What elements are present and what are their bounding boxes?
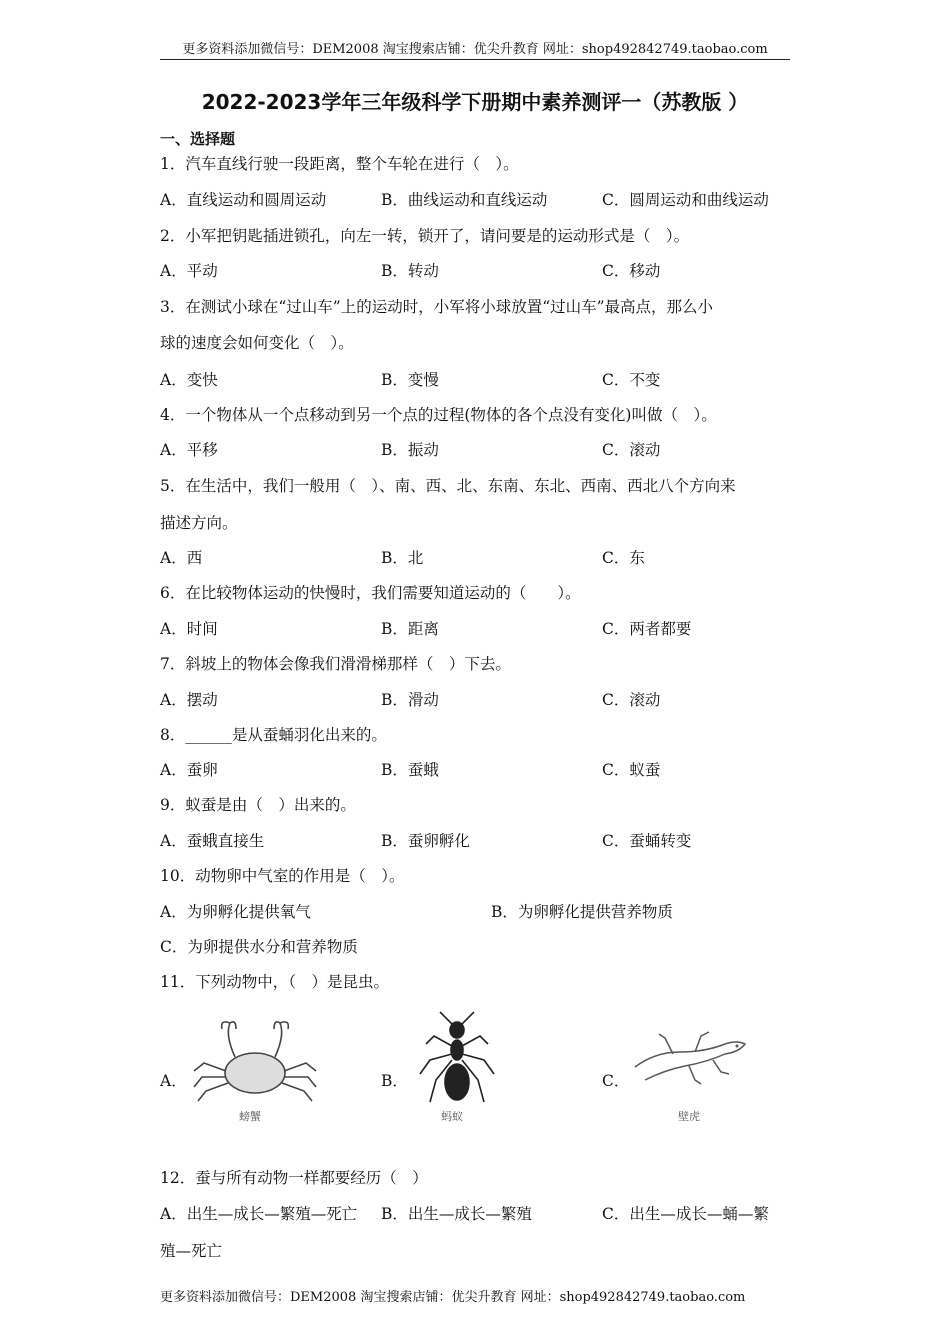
q5-option-a: A．西: [160, 549, 203, 567]
page-header: 更多资料添加微信号：DEM2008 淘宝搜索店铺：优尖升教育 网址：shop492842749.taobao.com: [160, 38, 790, 60]
question-9: 9．蚁蚕是由（ ）出来的。: [160, 796, 356, 814]
q2-option-a: A．平动: [160, 262, 218, 280]
q5-option-b: B．北: [381, 549, 424, 567]
ant-icon: [412, 1010, 502, 1110]
q11-option-c: C．: [602, 1072, 630, 1090]
q7-option-a: A．摆动: [160, 691, 218, 709]
question-7: 7．斜坡上的物体会像我们滑滑梯那样（ ）下去。: [160, 655, 511, 673]
q6-option-b: B．距离: [381, 620, 439, 638]
q4-option-b: B．振动: [381, 441, 439, 459]
question-12: 12．蚕与所有动物一样都要经历（ ）: [160, 1169, 428, 1187]
q7-option-b: B．滑动: [381, 691, 439, 709]
section-heading: 一、选择题: [160, 130, 236, 148]
q8-option-c: C．蚁蚕: [602, 761, 661, 779]
ant-caption: 蚂蚁: [441, 1110, 463, 1123]
q8-option-a: A．蚕卵: [160, 761, 218, 779]
q12-option-c-continued: 殖—死亡: [160, 1242, 223, 1260]
q2-option-b: B．转动: [381, 262, 439, 280]
q4-option-c: C．滚动: [602, 441, 661, 459]
gecko-caption: 壁虎: [678, 1110, 700, 1123]
gecko-icon: [625, 1022, 755, 1092]
question-3-line-1: 3．在测试小球在“过山车”上的运动时，小军将小球放置“过山车”最高点，那么小: [160, 298, 714, 316]
q5-option-c: C．东: [602, 549, 645, 567]
question-5-line-2: 描述方向。: [160, 514, 238, 532]
q1-option-a: A．直线运动和圆周运动: [160, 191, 327, 209]
question-8: 8．______是从蚕蛹羽化出来的。: [160, 726, 387, 744]
q1-option-b: B．曲线运动和直线运动: [381, 191, 548, 209]
q9-option-a: A．蚕蛾直接生: [160, 832, 265, 850]
q4-option-a: A．平移: [160, 441, 218, 459]
q7-option-c: C．滚动: [602, 691, 661, 709]
q3-option-a: A．变快: [160, 371, 218, 389]
crab-caption: 螃蟹: [239, 1110, 261, 1123]
q6-option-a: A．时间: [160, 620, 218, 638]
q11-option-a: A．: [160, 1072, 187, 1090]
q12-option-a: A．出生—成长—繁殖—死亡: [160, 1205, 358, 1223]
q3-option-b: B．变慢: [381, 371, 439, 389]
q12-option-b: B．出生—成长—繁殖: [381, 1205, 532, 1223]
question-1: 1．汽车直线行驶一段距离，整个车轮在进行（ ）。: [160, 155, 519, 173]
q2-option-c: C．移动: [602, 262, 661, 280]
q10-option-a: A．为卵孵化提供氧气: [160, 903, 311, 921]
question-3-line-2: 球的速度会如何变化（ ）。: [160, 334, 354, 352]
q6-option-c: C．两者都要: [602, 620, 692, 638]
q3-option-c: C．不变: [602, 371, 661, 389]
q1-option-c: C．圆周运动和曲线运动: [602, 191, 769, 209]
q10-option-c: C．为卵提供水分和营养物质: [160, 938, 358, 956]
question-10: 10．动物卵中气室的作用是（ ）。: [160, 867, 405, 885]
q11-option-b: B．: [381, 1072, 408, 1090]
question-6: 6．在比较物体运动的快慢时，我们需要知道运动的（ ）。: [160, 584, 581, 602]
q10-option-b: B．为卵孵化提供营养物质: [491, 903, 673, 921]
question-5-line-1: 5．在生活中，我们一般用（ ）、南、西、北、东南、东北、西南、西北八个方向来: [160, 477, 736, 495]
page-title: 2022-2023学年三年级科学下册期中素养测评一（苏教版 ）: [201, 90, 749, 114]
crab-icon: [190, 1015, 320, 1110]
q8-option-b: B．蚕蛾: [381, 761, 439, 779]
q12-option-c: C．出生—成长—蛹—繁: [602, 1205, 769, 1223]
q9-option-c: C．蚕蛹转变: [602, 832, 692, 850]
page-footer: 更多资料添加微信号：DEM2008 淘宝搜索店铺：优尖升教育 网址：shop492842749.taobao.com: [160, 1290, 746, 1305]
q9-option-b: B．蚕卵孵化: [381, 832, 470, 850]
question-4: 4．一个物体从一个点移动到另一个点的过程(物体的各个点没有变化)叫做（ ）。: [160, 406, 717, 424]
question-2: 2．小军把钥匙插进锁孔，向左一转，锁开了，请问要是的运动形式是（ ）。: [160, 227, 690, 245]
question-11: 11．下列动物中，（ ）是昆虫。: [160, 973, 389, 991]
